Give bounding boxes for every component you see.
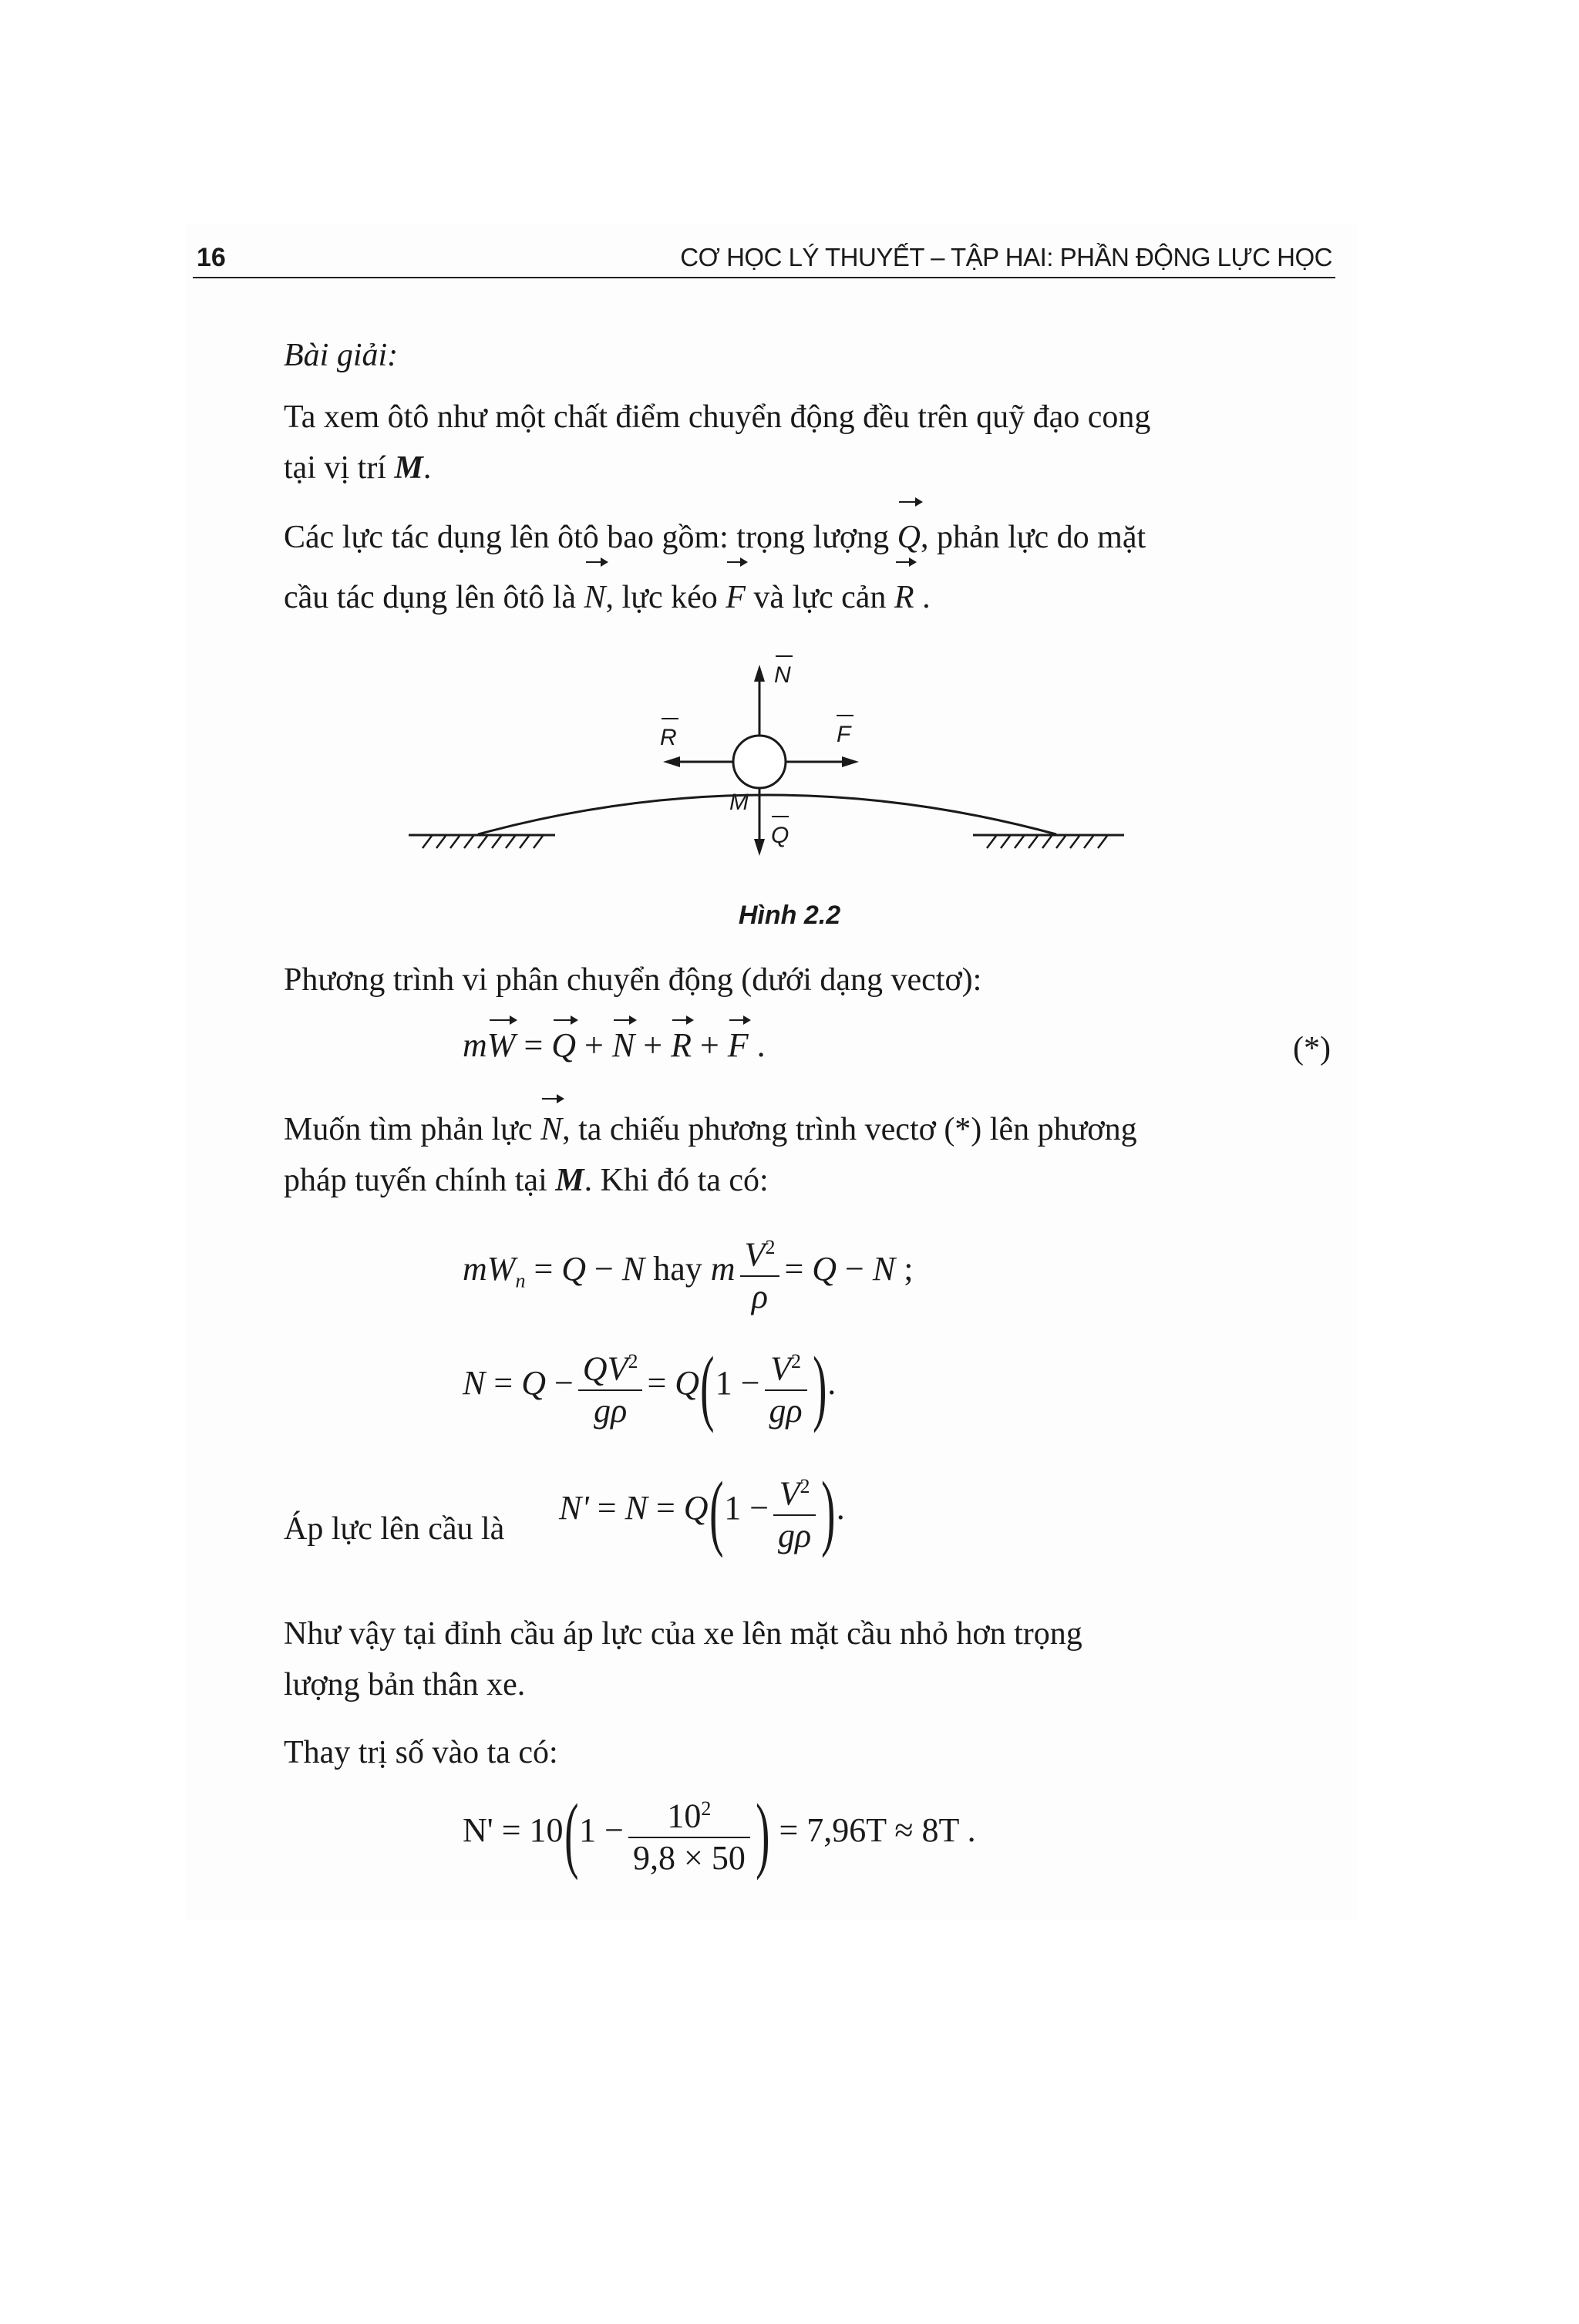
result-numerator: 10 xyxy=(667,1797,702,1835)
equation-star: mW = Q + N + R + F . xyxy=(463,1026,766,1064)
ground-hatch-left xyxy=(423,836,543,848)
point-m: M xyxy=(555,1163,584,1198)
result-value: = 7,96T ≈ 8T . xyxy=(779,1810,976,1849)
paragraph-6-line-2: lượng bản thân xe. xyxy=(284,1667,526,1703)
paragraph-3: Phương trình vi phân chuyển động (dưới dạng vectơ): xyxy=(284,962,982,998)
point-m: M xyxy=(394,450,423,486)
text: pháp tuyến chính tại xyxy=(284,1163,556,1198)
vector-q: Q xyxy=(897,507,921,568)
car-point xyxy=(733,736,786,788)
equation-n: N = Q − $\frac{QV^2}{g\rho}$ = Q(1 − $\frac{V^2}{g\rho}$ ). xyxy=(463,1339,837,1433)
text: cầu tác dụng lên ôtô là xyxy=(284,580,577,615)
solution-heading: Bài giải: xyxy=(284,338,399,373)
text: tại vị trí xyxy=(284,450,395,486)
bridge-arc xyxy=(478,795,1056,834)
force-f-arrowhead xyxy=(842,756,859,767)
paragraph-7: Thay trị số vào ta có: xyxy=(284,1735,558,1770)
result-prefix: N' = 10 xyxy=(463,1810,564,1849)
equation-normal-projection: $mW_n = Q - N$ hay m $\frac{V^2}{\rho}$ = Q − N ; xyxy=(463,1228,913,1317)
vector-r: R xyxy=(894,568,914,628)
running-title: CƠ HỌC LÝ THUYẾT – TẬP HAI: PHẦN ĐỘNG LỰC HỌC xyxy=(680,243,1332,271)
vector-n: N xyxy=(584,568,606,628)
equation-result: N' = 10(1 − $\frac{10^2}{9,8 \times 50}$ ) = 7,96T ≈ 8T . xyxy=(463,1786,976,1881)
label-m: M xyxy=(729,790,749,815)
text: Muốn tìm phản lực xyxy=(284,1112,533,1147)
ground-hatch-right xyxy=(987,836,1107,848)
label-n: N xyxy=(774,662,791,688)
text: . xyxy=(423,450,432,486)
paragraph-2-line-2: cầu tác dụng lên ôtô là N, lực kéo F và lực cản R . xyxy=(284,568,1340,628)
text: . Khi đó ta có: xyxy=(584,1163,769,1198)
text: , ta chiếu phương trình vectơ (*) lên phương xyxy=(562,1112,1137,1147)
paragraph-4-line-1 xyxy=(284,1104,1340,1155)
paragraph-4 xyxy=(284,1104,1340,1206)
label-q: Q xyxy=(771,823,790,848)
paragraph-6-line-1: Như vậy tại đỉnh cầu áp lực của xe lên mặt cầu nhỏ hơn trọng xyxy=(284,1616,1082,1652)
page-number: 16 xyxy=(197,243,226,272)
text: và lực cản xyxy=(753,580,887,615)
vector-f: F xyxy=(726,568,746,628)
force-q-arrowhead xyxy=(754,839,765,856)
paragraph-6 xyxy=(284,1608,1340,1710)
paragraph-1-line-1: Ta xem ôtô như một chất điểm chuyển động đều trên quỹ đạo cong xyxy=(284,399,1151,435)
text: Áp lực lên cầu là xyxy=(284,1511,505,1547)
text: , phản lực do mặt xyxy=(920,520,1146,555)
label-r: R xyxy=(660,725,677,750)
text: Các lực tác dụng lên ôtô bao gồm: trọng lượng xyxy=(284,520,890,555)
result-denominator: 9,8 × 50 xyxy=(633,1838,746,1877)
text: , lực kéo xyxy=(605,580,718,615)
force-n-arrowhead xyxy=(754,665,765,682)
figure-caption: Hình 2.2 xyxy=(738,901,841,930)
label-f: F xyxy=(837,722,851,747)
vector-n: N xyxy=(540,1104,562,1155)
paragraph-4-line-2 xyxy=(284,1155,1340,1206)
equation-star-label: (*) xyxy=(1293,1031,1331,1066)
force-r-arrowhead xyxy=(663,756,680,767)
equation-pressure: N' = N = Q(1 − $\frac{V^2}{g\rho}$ ). xyxy=(559,1463,845,1558)
word-hay: hay xyxy=(653,1249,702,1288)
